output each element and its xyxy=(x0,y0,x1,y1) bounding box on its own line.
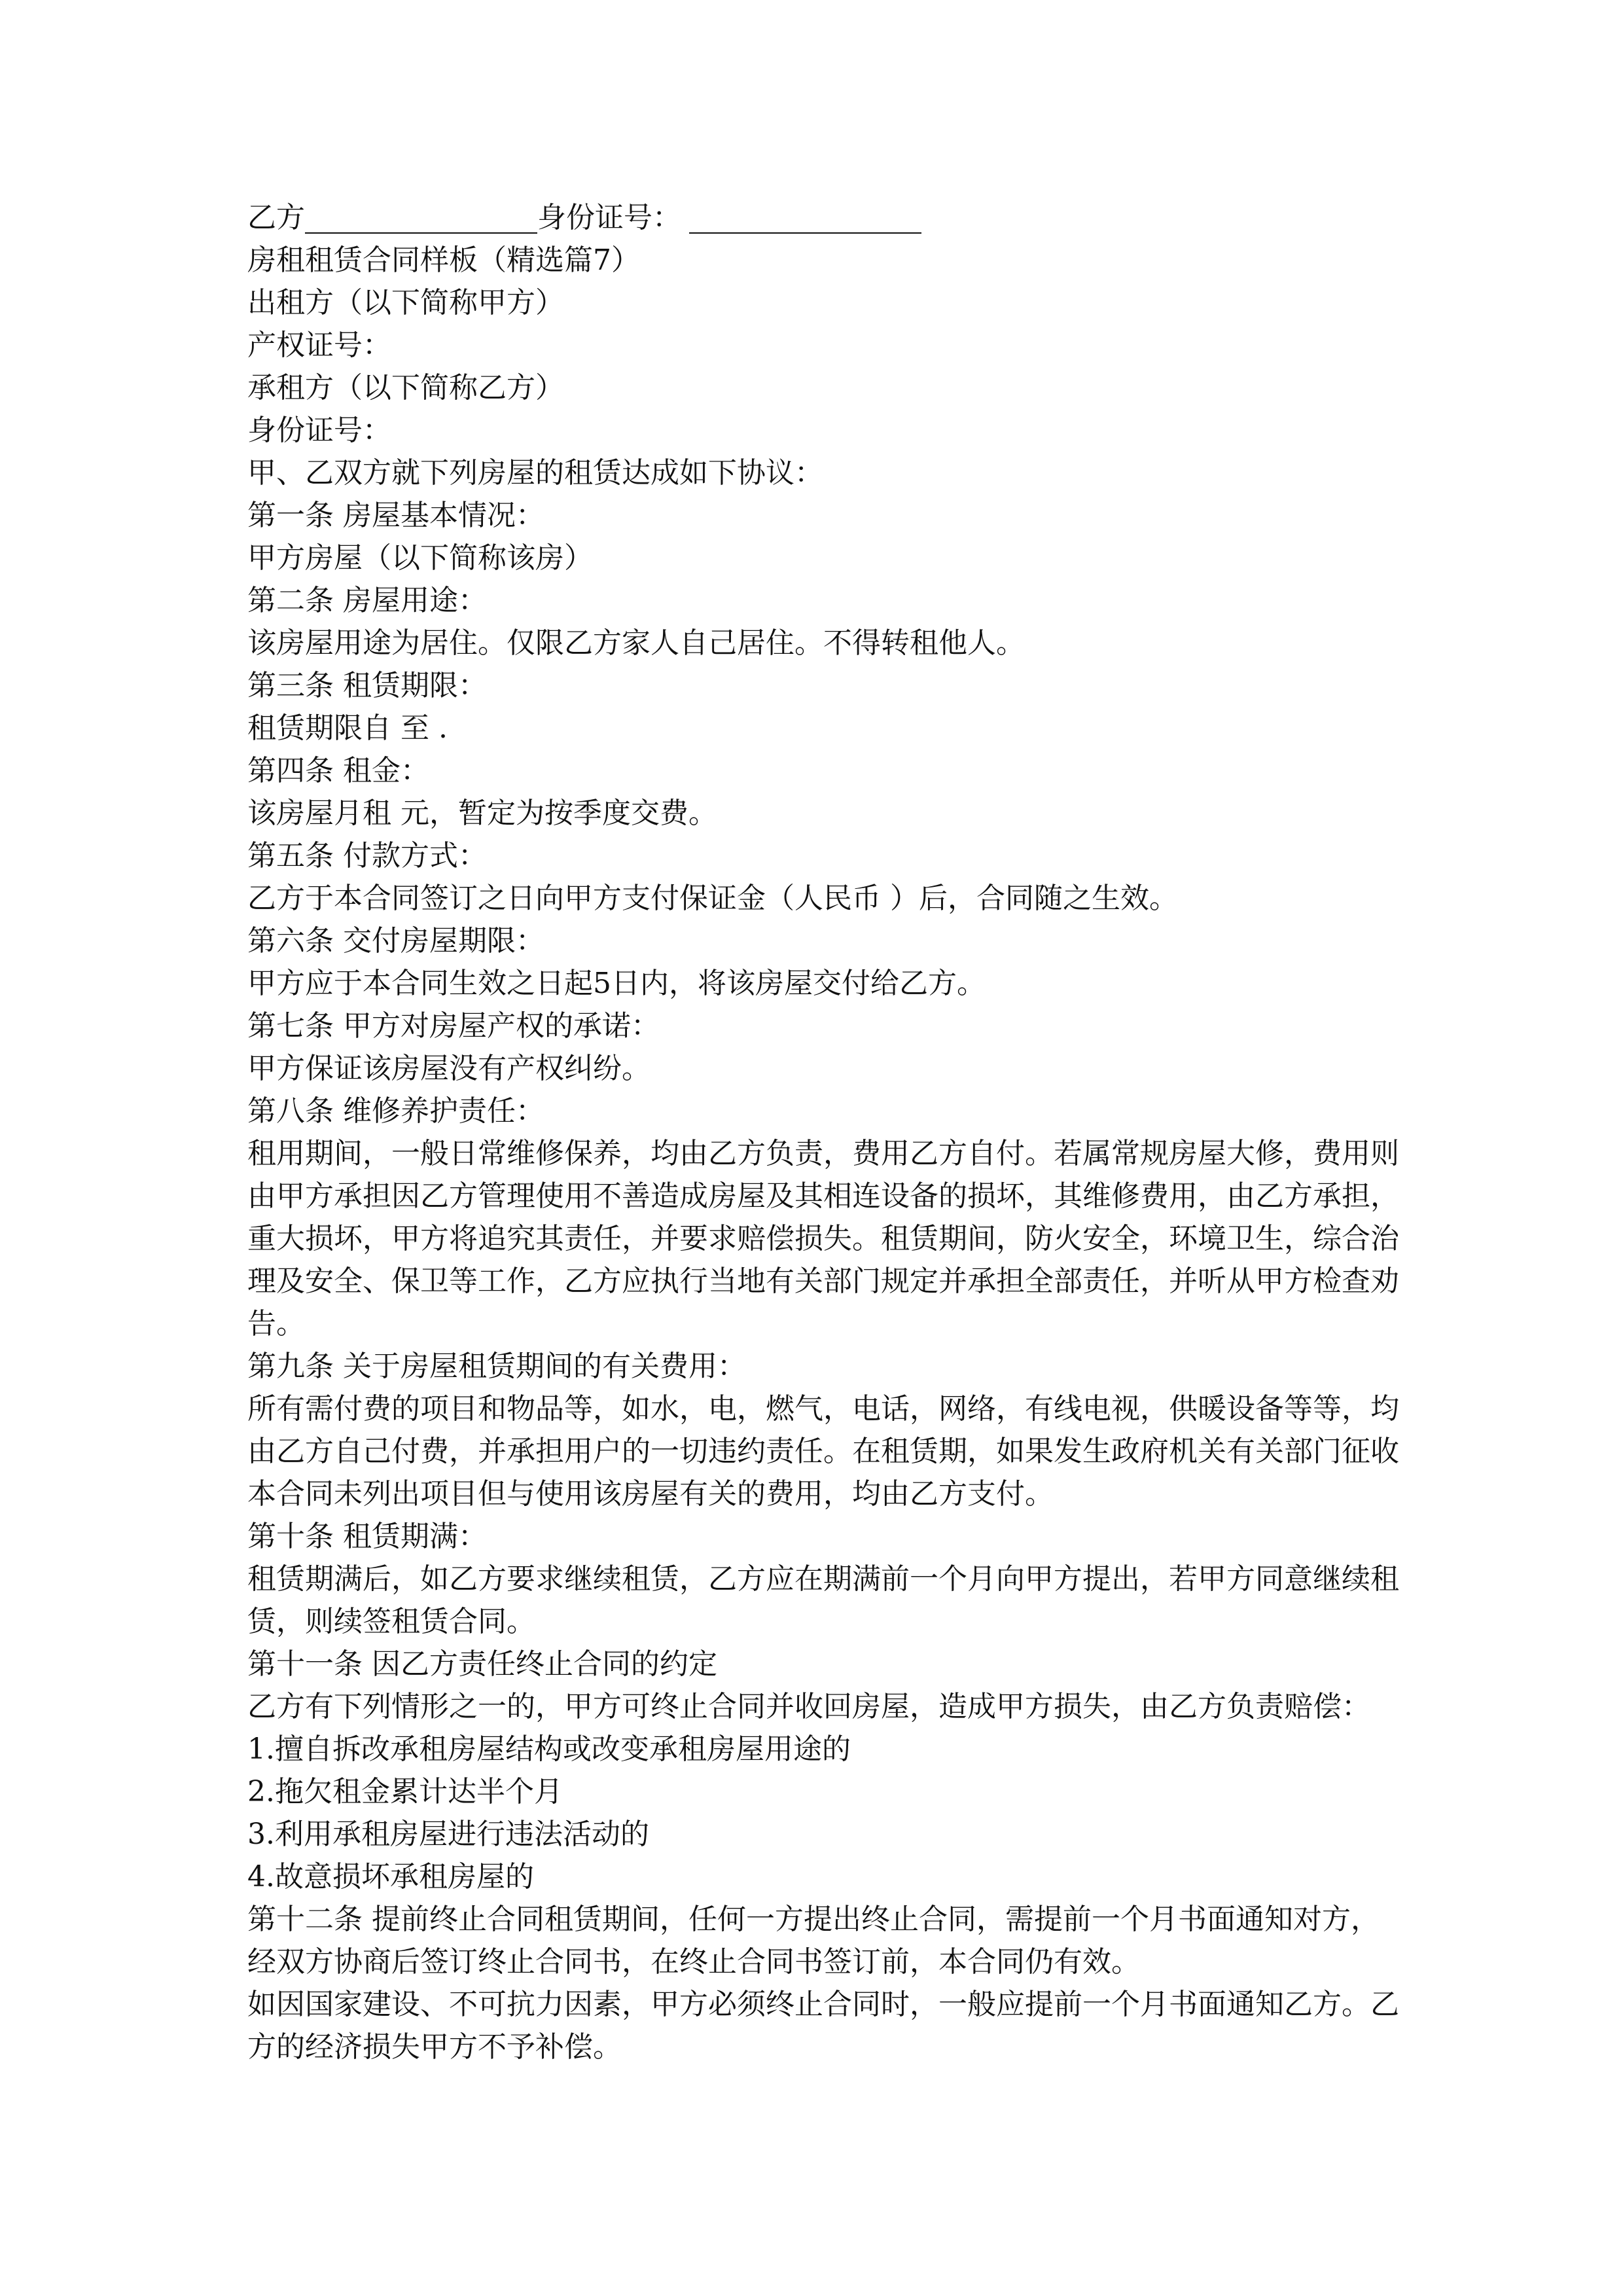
lessee-line: 承租方（以下简称乙方） xyxy=(247,371,564,404)
document-title: 房租租赁合同样板（精选篇7） xyxy=(247,243,640,277)
party-b-id-line xyxy=(247,196,1399,239)
id-number-blank xyxy=(689,200,921,234)
article-9-text: 所有需付费的项目和物品等，如水，电，燃气，电话，网络，有线电视，供暖设备等等，均由乙方自己付费，并承担用户的一切违约责任。在租赁期，如果发生政府机关有关部门征收本合同未列出项目但与使用该房屋有关的费用，均由乙方支付。 xyxy=(247,1392,1399,1511)
id-number-line: 身份证号： xyxy=(247,414,391,447)
article-5-text: 乙方于本合同签订之日向甲方支付保证金（人民币 ）后，合同随之生效。 xyxy=(247,882,1178,915)
article-7-text: 甲方保证该房屋没有产权纠纷。 xyxy=(247,1052,651,1085)
document-body xyxy=(247,196,1399,2068)
lessor-line: 出租方（以下简称甲方） xyxy=(247,286,564,319)
article-11-item: 3.利用承租房屋进行违法活动的 xyxy=(247,1818,649,1851)
article-11-item: 2.拖欠租金累计达半个月 xyxy=(247,1775,563,1808)
force-majeure-text: 如因国家建设、不可抗力因素，甲方必须终止合同时，一般应提前一个月书面通知乙方。乙方的经济损失甲方不予补偿。 xyxy=(247,1988,1399,2064)
article-11-item: 1.擅自拆改承租房屋结构或改变承租房屋用途的 xyxy=(247,1732,851,1766)
article-5-heading: 第五条 付款方式： xyxy=(247,839,487,872)
article-9-heading: 第九条 关于房屋租赁期间的有关费用： xyxy=(247,1350,746,1383)
article-8-text: 租用期间，一般日常维修保养，均由乙方负责，费用乙方自付。若属常规房屋大修，费用则由甲方承担因乙方管理使用不善造成房屋及其相连设备的损坏，其维修费用，由乙方承担，重大损坏，甲方将追究其责任，并要求赔偿损失。租赁期间，防火安全，环境卫生，综合治理及安全、保卫等工作，乙方应执行当地有关部门规定并承担全部责任，并听从甲方检查劝告。 xyxy=(247,1137,1399,1340)
article-6-heading: 第六条 交付房屋期限： xyxy=(247,924,544,958)
article-3-heading: 第三条 租赁期限： xyxy=(247,669,487,702)
article-1-heading: 第一条 房屋基本情况： xyxy=(247,499,544,532)
article-11-item: 4.故意损坏承租房屋的 xyxy=(247,1860,534,1893)
agreement-intro: 甲、乙双方就下列房屋的租赁达成如下协议： xyxy=(247,456,823,490)
article-10-heading: 第十条 租赁期满： xyxy=(247,1520,487,1553)
id-number-label: 身份证号： xyxy=(537,201,681,234)
article-11-heading: 第十一条 因乙方责任终止合同的约定 xyxy=(247,1647,717,1681)
article-1-text: 甲方房屋（以下简称该房） xyxy=(247,541,593,575)
article-12-text: 第十二条 提前终止合同租赁期间，任何一方提出终止合同，需提前一个月书面通知对方，经双方协商后签订终止合同书，在终止合同书签订前，本合同仍有效。 xyxy=(247,1903,1380,1979)
article-8-heading: 第八条 维修养护责任： xyxy=(247,1094,544,1128)
article-2-heading: 第二条 房屋用途： xyxy=(247,584,487,617)
property-cert-line: 产权证号： xyxy=(247,329,391,362)
article-7-heading: 第七条 甲方对房屋产权的承诺： xyxy=(247,1009,660,1043)
party-b-blank xyxy=(305,200,537,234)
article-10-text: 租赁期满后，如乙方要求继续租赁，乙方应在期满前一个月向甲方提出，若甲方同意继续租赁，则续签租赁合同。 xyxy=(247,1562,1399,1638)
article-4-text: 该房屋月租 元，暂定为按季度交费。 xyxy=(247,797,717,830)
article-6-text: 甲方应于本合同生效之日起5日内，将该房屋交付给乙方。 xyxy=(247,967,986,1000)
article-4-heading: 第四条 租金： xyxy=(247,754,429,787)
article-3-text: 租赁期限自 至 . xyxy=(247,711,448,745)
article-11-text: 乙方有下列情形之一的，甲方可终止合同并收回房屋，造成甲方损失，由乙方负责赔偿： xyxy=(247,1690,1370,1723)
party-b-label: 乙方 xyxy=(247,201,305,234)
article-2-text: 该房屋用途为居住。仅限乙方家人自己居住。不得转租他人。 xyxy=(247,626,1025,660)
